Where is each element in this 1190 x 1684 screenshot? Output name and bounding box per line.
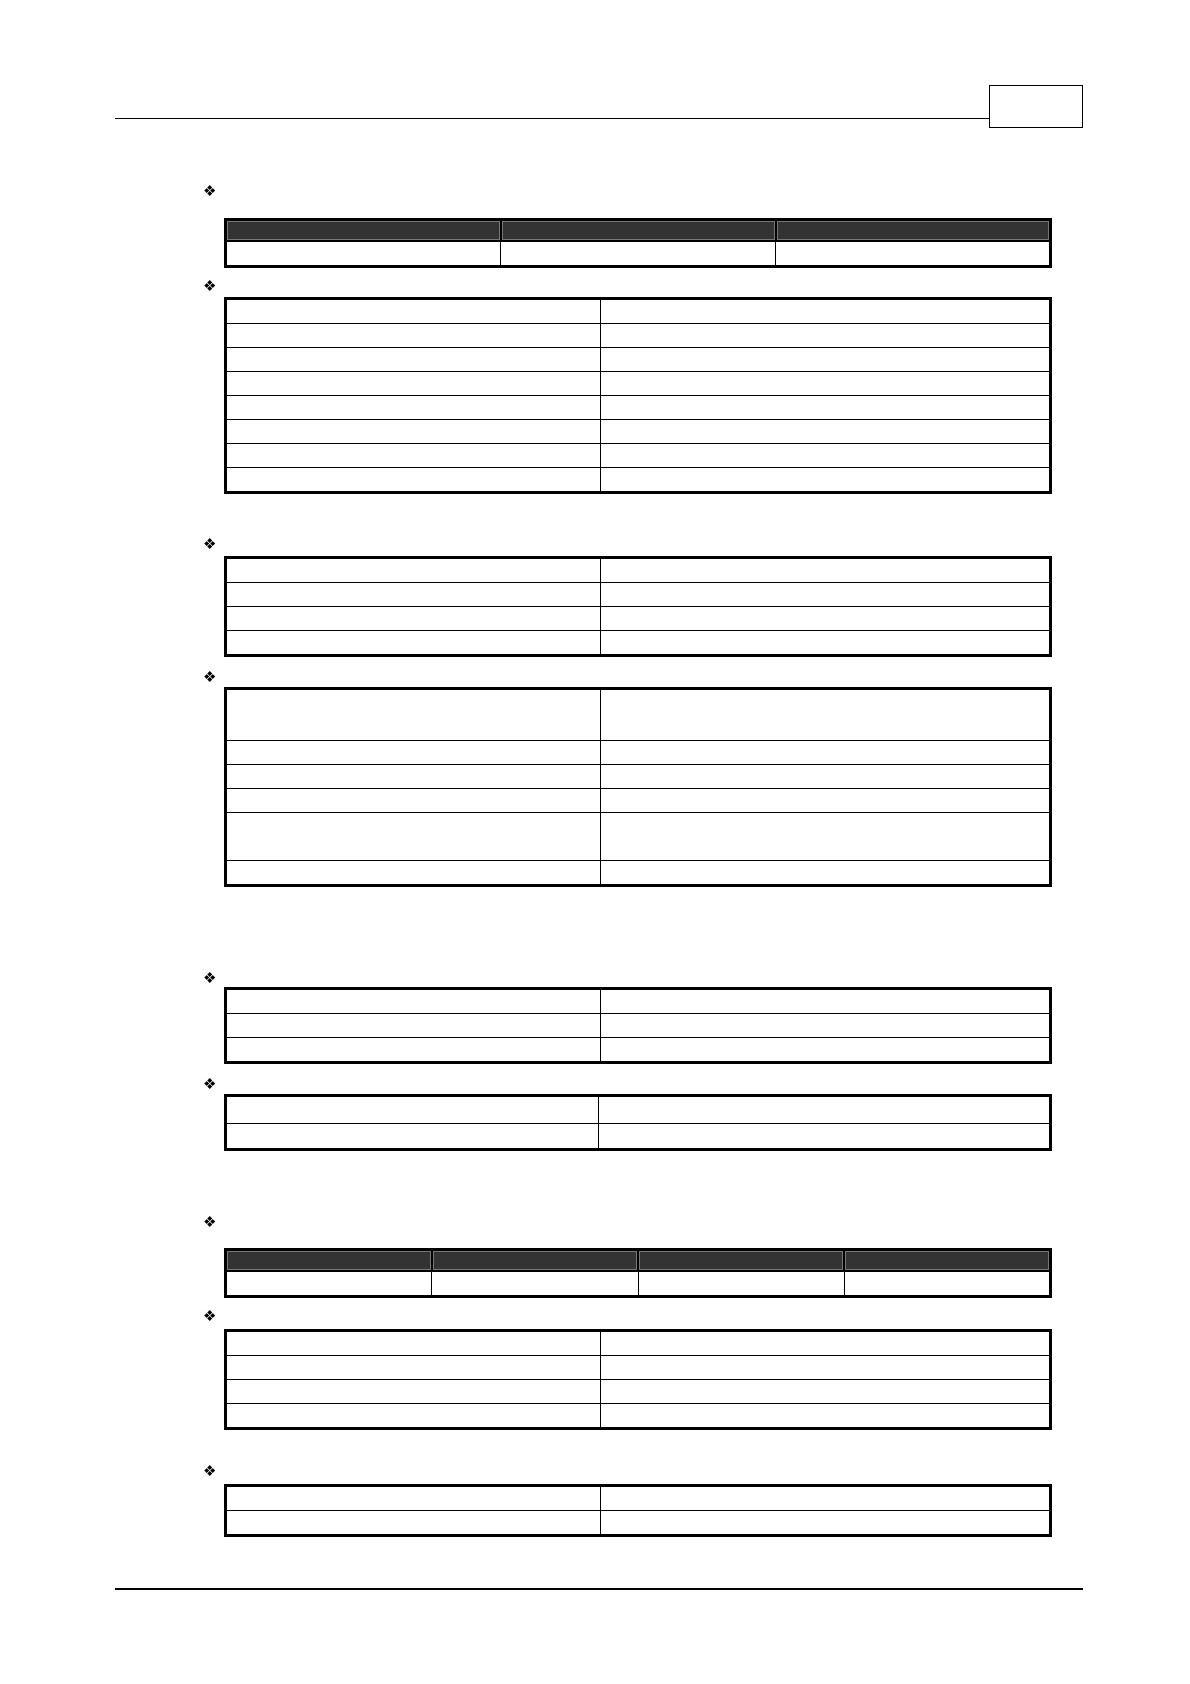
table-cell (601, 813, 1051, 861)
section-9-heading (203, 1464, 223, 1479)
table-cell (601, 765, 1051, 789)
table-row (226, 468, 1051, 493)
table-row (226, 1486, 1051, 1511)
table-row (226, 741, 1051, 765)
table-row (226, 789, 1051, 813)
table-row (226, 583, 1051, 607)
table-cell (601, 631, 1051, 656)
table-cell (226, 1404, 601, 1429)
table-row (226, 607, 1051, 631)
table-2 (224, 297, 1052, 494)
table-row (226, 1356, 1051, 1380)
table-cell (226, 789, 601, 813)
table-row (226, 1331, 1051, 1356)
table-row (226, 1096, 1051, 1124)
section-8-heading (203, 1309, 223, 1324)
table-6 (224, 1094, 1052, 1151)
table-cell (226, 607, 601, 631)
table-cell (226, 444, 601, 468)
header-cell (776, 220, 1051, 242)
table-cell (601, 789, 1051, 813)
table-cell (226, 1124, 599, 1150)
diamond-bullet-icon: ❖ (203, 1463, 217, 1480)
table-header-row (226, 1250, 1051, 1272)
table-cell (226, 299, 601, 324)
table-cell (226, 1096, 599, 1124)
table-cell (601, 1331, 1051, 1356)
diamond-bullet-icon: ❖ (203, 183, 217, 200)
section-4-heading (203, 670, 223, 685)
header-cell (432, 1250, 638, 1272)
table-cell (601, 861, 1051, 886)
table-cell (226, 583, 601, 607)
table-cell (226, 689, 601, 741)
table-8 (224, 1329, 1052, 1430)
table-cell (599, 1096, 1051, 1124)
table-cell (601, 1486, 1051, 1511)
table-row (226, 241, 1051, 267)
diamond-bullet-icon: ❖ (203, 970, 217, 987)
diamond-bullet-icon: ❖ (203, 1308, 217, 1325)
table-cell (226, 372, 601, 396)
table-cell (601, 583, 1051, 607)
table-cell (501, 241, 776, 267)
table-cell (601, 324, 1051, 348)
section-7-heading (203, 1215, 223, 1230)
table-cell (226, 396, 601, 420)
table-row (226, 324, 1051, 348)
table-cell (601, 396, 1051, 420)
header-cell (638, 1250, 844, 1272)
table-cell (226, 1511, 601, 1536)
table-row (226, 1038, 1051, 1063)
diamond-bullet-icon: ❖ (203, 1214, 217, 1231)
table-cell (226, 348, 601, 372)
table-row (226, 1511, 1051, 1536)
table-row (226, 1380, 1051, 1404)
table-cell (226, 631, 601, 656)
section-5-heading (203, 971, 223, 986)
table-cell (638, 1271, 844, 1297)
table-row (226, 558, 1051, 583)
table-row (226, 861, 1051, 886)
table-header-row (226, 220, 1051, 242)
diamond-bullet-icon: ❖ (203, 1076, 217, 1093)
table-3 (224, 556, 1052, 657)
table-cell (226, 1038, 601, 1063)
page-number-box (989, 85, 1083, 128)
table-5 (224, 987, 1052, 1064)
table-cell (226, 1014, 601, 1038)
table-row (226, 1014, 1051, 1038)
table-cell (226, 741, 601, 765)
table-cell (601, 1380, 1051, 1404)
table-cell (226, 1331, 601, 1356)
table-7 (224, 1248, 1052, 1298)
table-row (226, 813, 1051, 861)
table-cell (226, 1486, 601, 1511)
table-cell (226, 558, 601, 583)
table-row (226, 299, 1051, 324)
table-cell (601, 1404, 1051, 1429)
table-row (226, 348, 1051, 372)
table-cell (601, 558, 1051, 583)
table-cell (601, 1511, 1051, 1536)
table-cell (599, 1124, 1051, 1150)
table-cell (601, 1356, 1051, 1380)
table-cell (844, 1271, 1050, 1297)
table-cell (432, 1271, 638, 1297)
header-cell (844, 1250, 1050, 1272)
table-cell (226, 241, 501, 267)
table-row (226, 420, 1051, 444)
table-row (226, 689, 1051, 741)
header-cell (226, 1250, 432, 1272)
table-row (226, 1404, 1051, 1429)
table-row (226, 444, 1051, 468)
table-cell (601, 741, 1051, 765)
header-cell (226, 220, 501, 242)
table-cell (601, 989, 1051, 1014)
table-cell (776, 241, 1051, 267)
section-3-heading (203, 537, 223, 552)
table-cell (601, 420, 1051, 444)
table-cell (226, 324, 601, 348)
header-rule (115, 118, 989, 119)
table-9 (224, 1484, 1052, 1537)
table-cell (601, 444, 1051, 468)
table-cell (226, 1380, 601, 1404)
table-cell (601, 1014, 1051, 1038)
table-4 (224, 687, 1052, 887)
table-cell (601, 299, 1051, 324)
table-cell (226, 765, 601, 789)
table-cell (226, 861, 601, 886)
table-row (226, 631, 1051, 656)
table-row (226, 1271, 1051, 1297)
table-row (226, 765, 1051, 789)
table-row (226, 396, 1051, 420)
header-cell (501, 220, 776, 242)
table-cell (601, 607, 1051, 631)
table-cell (226, 1271, 432, 1297)
diamond-bullet-icon: ❖ (203, 669, 217, 686)
table-row (226, 1124, 1051, 1150)
table-cell (601, 689, 1051, 741)
table-cell (226, 989, 601, 1014)
diamond-bullet-icon: ❖ (203, 278, 217, 295)
footer-rule (115, 1588, 1083, 1590)
section-1-heading (203, 184, 223, 199)
table-row (226, 989, 1051, 1014)
table-cell (601, 372, 1051, 396)
table-cell (226, 420, 601, 444)
section-2-heading (203, 279, 223, 294)
table-cell (226, 813, 601, 861)
diamond-bullet-icon: ❖ (203, 536, 217, 553)
table-cell (601, 348, 1051, 372)
table-cell (601, 1038, 1051, 1063)
table-cell (226, 1356, 601, 1380)
table-1 (224, 218, 1052, 268)
section-6-heading (203, 1077, 223, 1092)
table-row (226, 372, 1051, 396)
table-cell (601, 468, 1051, 493)
table-cell (226, 468, 601, 493)
